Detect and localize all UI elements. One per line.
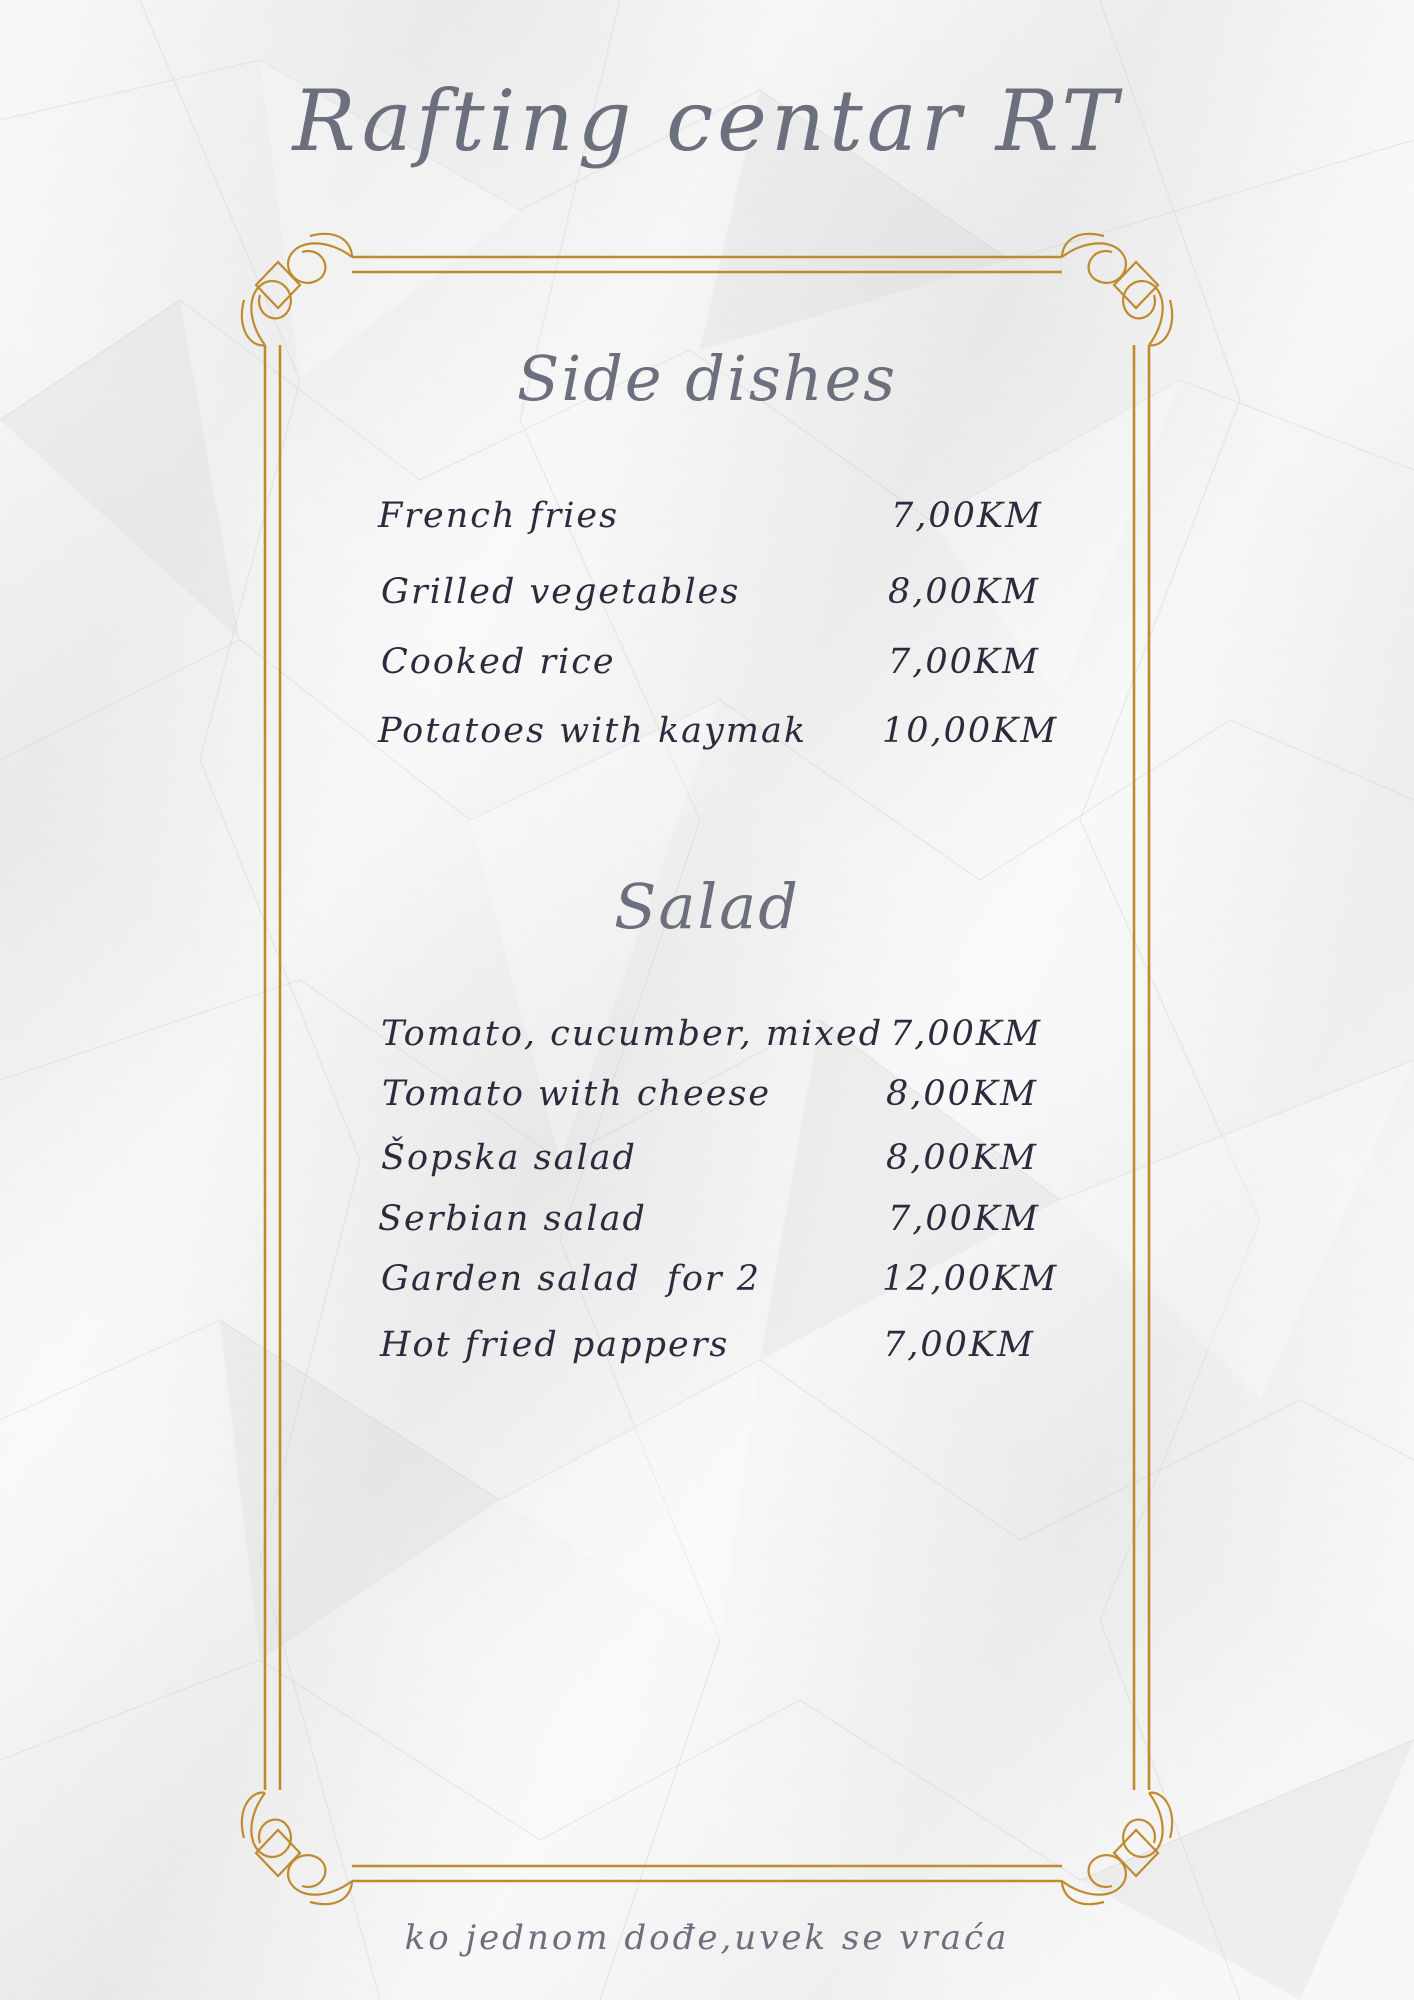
menu-item-row	[378, 1014, 1078, 1064]
menu-item-price: 7,00KM	[891, 496, 1043, 536]
menu-item-name: Grilled vegetables	[381, 572, 741, 612]
tagline-slogan: ko jednom dođe,uvek se vraća	[404, 1918, 1010, 1958]
corner-ornament-top-right	[1062, 234, 1172, 345]
menu-item-price: 8,00KM	[888, 572, 1040, 612]
menu-item-price: 8,00KM	[886, 1138, 1038, 1178]
menu-item-name: Šopska salad	[381, 1138, 637, 1178]
menu-item-name: Tomato with cheese	[382, 1074, 772, 1114]
menu-item-row	[378, 1199, 1078, 1249]
menu-item-price: 7,00KM	[888, 642, 1040, 682]
corner-ornament-bottom-right	[1062, 1793, 1172, 1904]
menu-item-name: Tomato, cucumber, mixed	[381, 1014, 884, 1054]
menu-item-row	[378, 1259, 1078, 1309]
menu-item-price: 7,00KM	[883, 1325, 1035, 1365]
menu-item-price: 7,00KM	[888, 1199, 1040, 1239]
menu-item-name: Hot fried pappers	[380, 1325, 730, 1365]
corner-ornament-bottom-left	[242, 1793, 352, 1904]
menu-item-name: Cooked rice	[381, 642, 616, 682]
menu-item-row	[378, 572, 1078, 622]
side-dishes-heading: Side dishes	[516, 342, 898, 415]
menu-item-row	[378, 1138, 1078, 1188]
menu-item-row	[378, 496, 1078, 546]
menu-item-row	[378, 711, 1078, 761]
menu-item-price: 12,00KM	[882, 1259, 1059, 1299]
menu-item-price: 10,00KM	[882, 711, 1059, 751]
corner-ornament-top-left	[242, 234, 352, 345]
menu-item-name: French fries	[378, 496, 620, 536]
menu-item-name: Serbian salad	[378, 1199, 647, 1239]
menu-item-name: Potatoes with kaymak	[378, 711, 808, 751]
menu-item-name: Garden salad for 2	[381, 1259, 762, 1299]
menu-item-price: 7,00KM	[890, 1014, 1042, 1054]
menu-item-row	[378, 1325, 1078, 1375]
restaurant-title: Rafting centar RT	[292, 72, 1122, 170]
menu-item-row	[378, 1074, 1078, 1124]
menu-item-row	[378, 642, 1078, 692]
salad-heading: Salad	[614, 870, 800, 943]
menu-item-price: 8,00KM	[886, 1074, 1038, 1114]
